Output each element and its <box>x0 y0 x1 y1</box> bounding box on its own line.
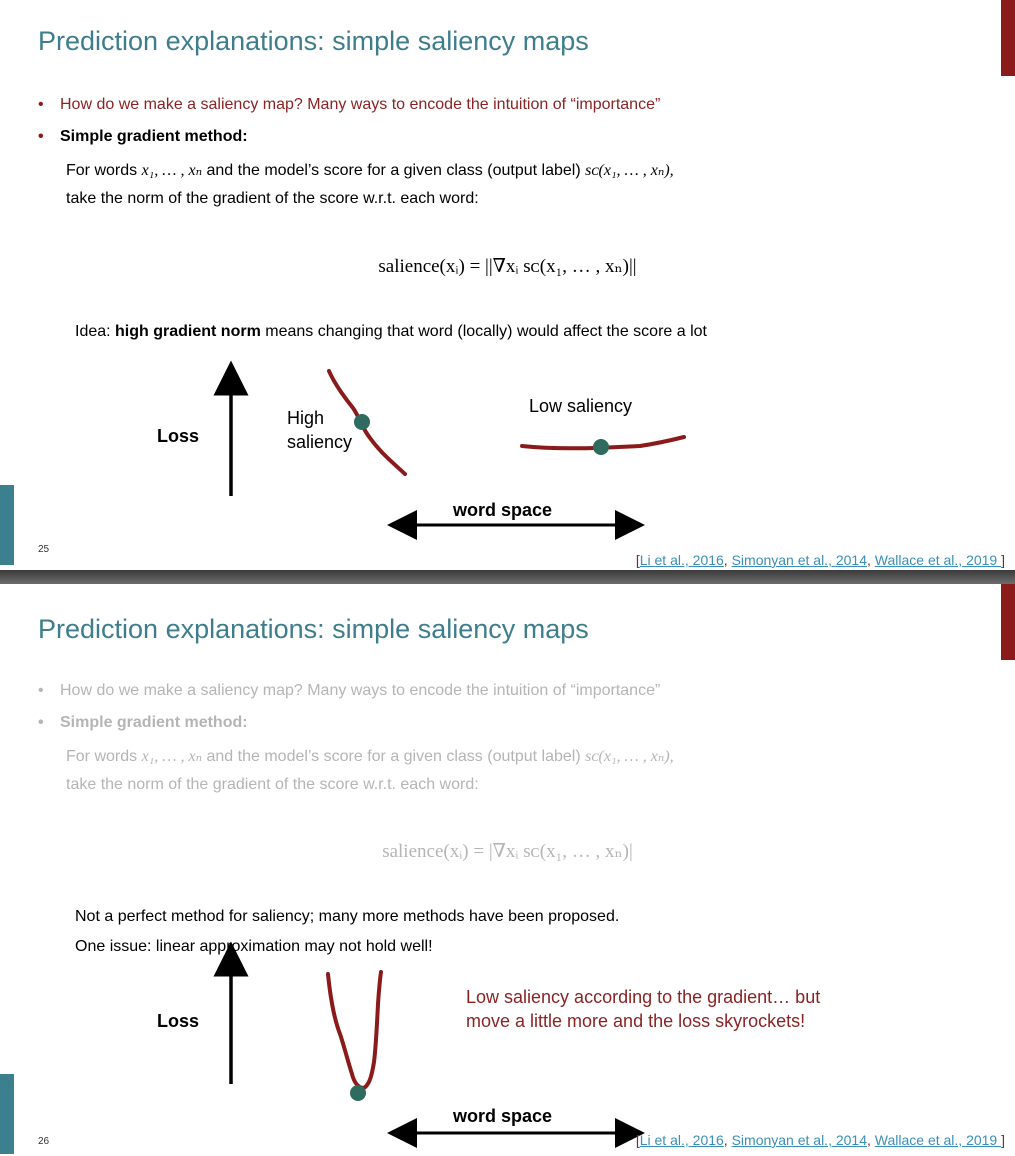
gradient-description-line2: take the norm of the gradient of the score w.r.t. each word: <box>66 190 479 207</box>
salience-formula: salience(xᵢ) = ||∇xᵢ sᴄ(x₁, … , xₙ)|| <box>378 256 637 277</box>
bullet-gradient-method: • Simple gradient method: <box>38 128 248 145</box>
citation-link-li[interactable]: Li et al., 2016 <box>639 552 724 568</box>
low-saliency-point <box>593 439 609 455</box>
citation-link-li[interactable]: Li et al., 2016 <box>639 1132 724 1148</box>
valley-curve <box>328 972 381 1088</box>
bullet-dot-icon: • <box>38 714 44 731</box>
red-note-line2: move a little more and the loss skyrockets! <box>466 1011 806 1031</box>
idea-text: Idea: high gradient norm means changing that word (locally) would affect the score a lot <box>75 323 707 340</box>
gradient-description-line2: take the norm of the gradient of the score w.r.t. each word: <box>66 776 479 793</box>
citations: [Li et al., 2016, Simonyan et al., 2014, Wallace et al., 2019 ] <box>635 1132 1005 1148</box>
bullet-gradient-method: • Simple gradient method: <box>38 714 248 731</box>
slide-26 <box>0 584 1015 1154</box>
slide-divider <box>0 570 1015 584</box>
red-note-line1: Low saliency according to the gradient… but <box>466 987 821 1007</box>
citations: [Li et al., 2016, Simonyan et al., 2014, Wallace et al., 2019 ] <box>635 552 1005 568</box>
bullet-dot-icon: • <box>38 96 44 113</box>
low-saliency-label: Low saliency <box>529 396 633 416</box>
saliency-diagram <box>0 0 1015 570</box>
loss-label: Loss <box>157 1011 200 1031</box>
word-space-label: word space <box>453 500 553 520</box>
page-number: 25 <box>38 544 50 555</box>
high-saliency-label-line1: High <box>287 408 325 428</box>
gradient-issue-diagram <box>0 584 1015 1154</box>
bullet-dot-icon: • <box>38 128 44 145</box>
high-saliency-label-line2: saliency <box>287 432 353 452</box>
citation-link-simonyan[interactable]: Simonyan et al., 2014 <box>731 552 867 568</box>
slide-title: Prediction explanations: simple saliency maps <box>38 26 589 56</box>
bullet-dot-icon: • <box>38 682 44 699</box>
loss-label: Loss <box>157 426 200 446</box>
bullet-saliency-question: • How do we make a saliency map? Many ways to encode the intuition of “importance” <box>38 96 661 113</box>
bullet-saliency-question: • How do we make a saliency map? Many ways to encode the intuition of “importance” <box>38 682 661 699</box>
citation-link-wallace[interactable]: Wallace et al., 2019 <box>874 1132 1002 1148</box>
high-saliency-point <box>354 414 370 430</box>
note-line2: One issue: linear approximation may not hold well! <box>75 938 433 955</box>
slide-title: Prediction explanations: simple saliency maps <box>38 614 589 644</box>
slide-25 <box>0 0 1015 570</box>
word-space-label: word space <box>453 1106 553 1126</box>
salience-formula: salience(xᵢ) = |∇xᵢ sᴄ(x₁, … , xₙ)| <box>382 841 633 862</box>
gradient-description-line1: For words x₁, … , xₙ and the model’s score for a given class (output label) sᴄ(x₁, … , xₙ), <box>66 162 674 179</box>
gradient-description-line1: For words x₁, … , xₙ and the model’s score for a given class (output label) sᴄ(x₁, … , xₙ), <box>66 748 674 765</box>
page-number: 26 <box>38 1136 50 1147</box>
note-line1: Not a perfect method for saliency; many more methods have been proposed. <box>75 908 620 925</box>
citation-link-wallace[interactable]: Wallace et al., 2019 <box>874 552 1002 568</box>
valley-point <box>350 1085 366 1101</box>
citation-link-simonyan[interactable]: Simonyan et al., 2014 <box>731 1132 867 1148</box>
